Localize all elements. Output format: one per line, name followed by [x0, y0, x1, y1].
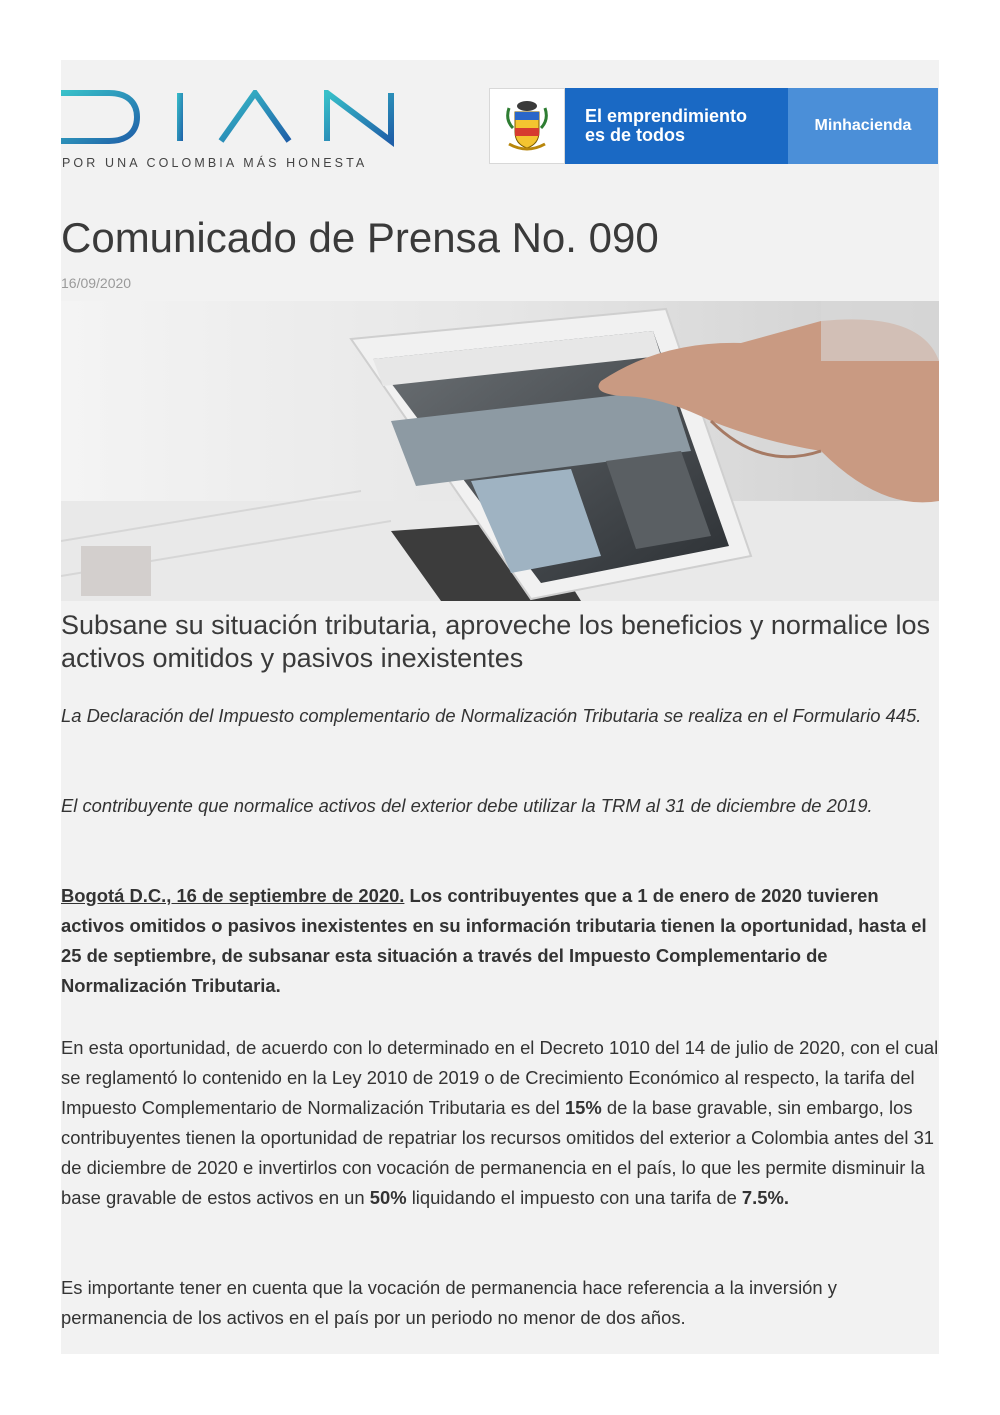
article-subtitle: Subsane su situación tributaria, aproveche los beneficios y normalice los activos omitidos y pasivos inexistentes — [61, 610, 930, 673]
header — [61, 88, 939, 172]
dateline: Bogotá D.C., 16 de septiembre de 2020. — [61, 885, 405, 906]
rate-15: 15% — [564, 1097, 602, 1118]
rate-7-5: 7.5%. — [741, 1187, 789, 1208]
paragraph-3: Es importante tener en cuenta que la vocación de permanencia hace referencia a la inversión y permanencia de los activos en el país por un periodo no menor de dos años. — [61, 1277, 837, 1328]
rate-50: 50% — [369, 1187, 407, 1208]
document-page — [61, 60, 939, 1354]
paragraph-2 — [61, 1033, 939, 1213]
paragraph-2-text-a: En esta oportunidad, de acuerdo con lo determinado en el Decreto 1010 del 14 de julio de 2020, con el cual se reglamentó lo contenido en la Ley 2010 de 2019 o de Crecimiento Económico al respecto, la tarifa del Impuesto Complementario de Normalización Tributaria es del — [61, 1037, 939, 1118]
publish-date: 16/09/2020 — [61, 275, 132, 291]
government-banner — [489, 88, 938, 164]
lead-paragraph-2: El contribuyente que normalice activos del exterior debe utilizar la TRM al 31 de diciembre de 2019. — [61, 795, 873, 816]
hand-touching-tablet-photo — [61, 301, 939, 601]
paragraph-1-text: Los contribuyentes que a 1 de enero de 2020 tuvieren activos omitidos o pasivos inexistentes en su información tributaria tienen la oportunidad, hasta el 25 de septiembre, de subsanar esta situación a través del Impuesto Complementario de Normalización Tributaria. — [61, 885, 927, 996]
dian-tagline: POR UNA COLOMBIA MÁS HONESTA — [62, 156, 368, 170]
gov-seal-box — [489, 88, 565, 164]
colombia-coat-of-arms-icon — [505, 98, 549, 154]
page-title: Comunicado de Prensa No. 090 — [61, 214, 659, 261]
paragraph-2-text-e: liquidando el impuesto con una tarifa de — [406, 1187, 742, 1208]
lead-paragraph-1: La Declaración del Impuesto complementario de Normalización Tributaria se realiza en el Formulario 445. — [61, 705, 922, 726]
gov-slogan: El emprendimiento es de todos — [565, 88, 788, 164]
paragraph-1 — [61, 881, 939, 1001]
ministry-label: Minhacienda — [788, 88, 938, 164]
paragraph-2-text-c: de la base gravable, sin embargo, los contribuyentes tienen la oportunidad de repatriar los recursos omitidos del exterior a Colombia antes del 31 de diciembre de 2020 e invertirlos con vocación de permanencia en el país, lo que les permite disminuir la base gravable de estos activos en un — [61, 1097, 935, 1208]
